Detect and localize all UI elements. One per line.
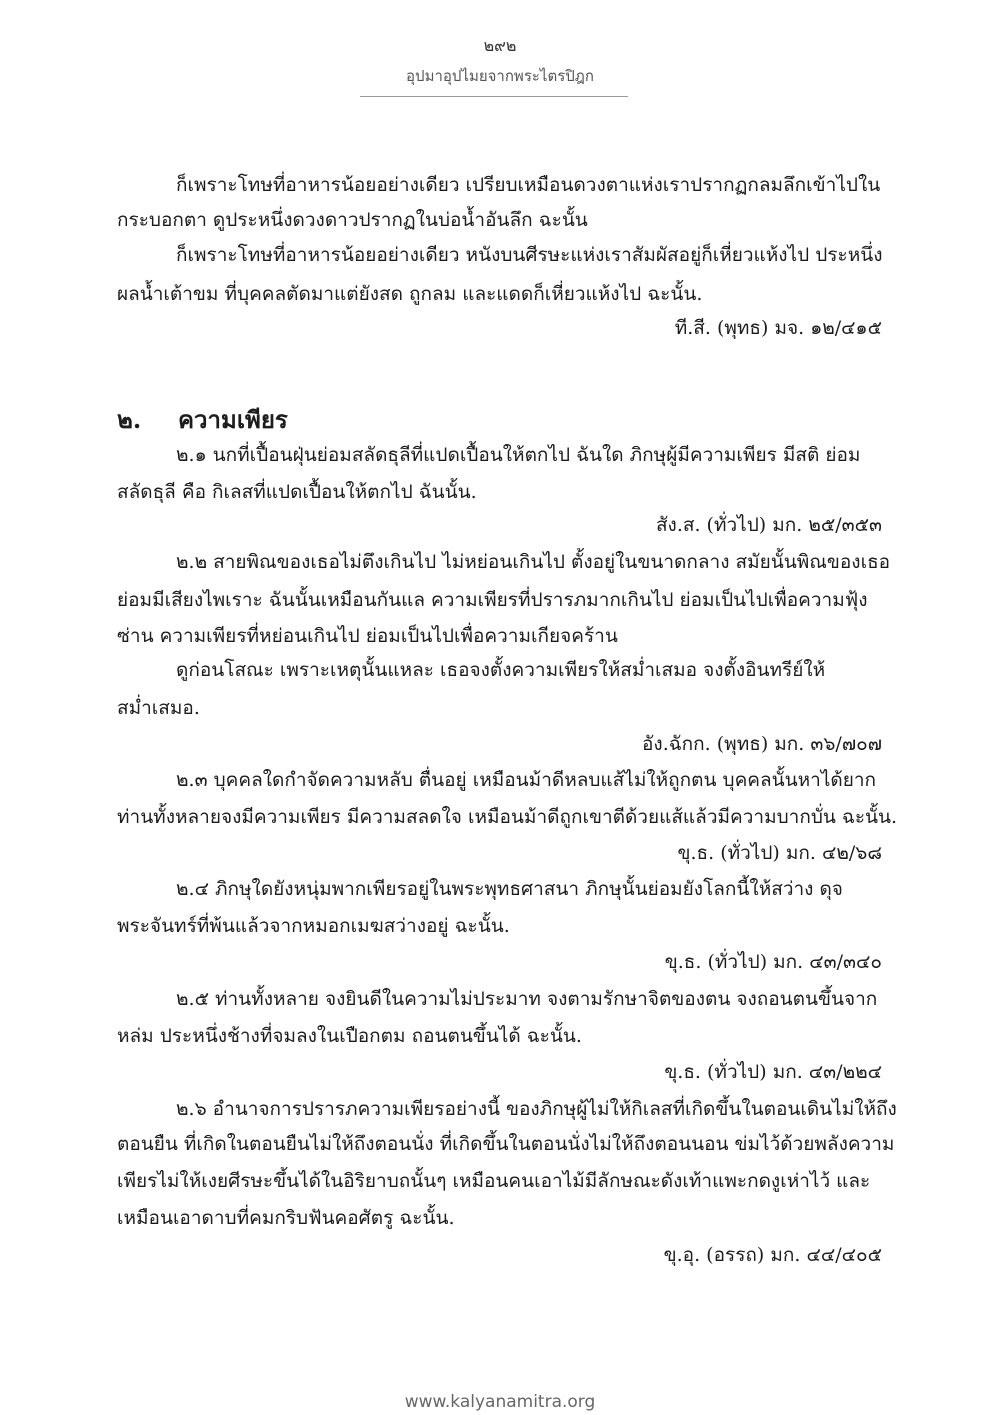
item-line: ๒.๖ อำนาจการปรารภความเพียรอย่างนี้ ของภิกษุผู้ไม่ให้กิเลสที่เกิดขึ้นในตอนเดินไม่ให้ถึง (176, 1098, 897, 1120)
item-line: ซ่าน ความเพียรที่หย่อนเกินไป ย่อมเป็นไปเพื่อความเกียจคร้าน (117, 625, 618, 647)
item-line: สม่ำเสมอ. (117, 697, 200, 719)
item-line: พระจันทร์ที่พ้นแล้วจากหมอกเมฆสว่างอยู่ ฉะนั้น. (117, 915, 510, 937)
running-header: อุปมาอุปไมยจากพระไตรปิฎก (406, 67, 594, 85)
header-divider (360, 96, 628, 97)
item-reference: อัง.ฉักก. (พุทธ) มก. ๓๖/๗๐๗ (642, 733, 882, 755)
item-reference: ขุ.ธ. (ทั่วไป) มก. ๔๓/๒๒๔ (664, 1061, 882, 1083)
intro-line: ผลน้ำเต้าขม ที่บุคคลตัดมาแต่ยังสด ถูกลม และแดดก็เหี่ยวแห้งไป ฉะนั้น. (117, 283, 703, 305)
item-line: ๒.๓ บุคคลใดกำจัดความหลับ ตื่นอยู่ เหมือนม้าดีหลบแส้ไม่ให้ถูกตน บุคคลนั้นหาได้ยาก (176, 769, 877, 791)
section-title: ความเพียร (178, 405, 288, 434)
item-line: ท่านทั้งหลายจงมีความเพียร มีความสลดใจ เหมือนม้าดีถูกเขาตีด้วยแส้แล้วมีความบากบั่น ฉะนั้น. (117, 806, 898, 828)
item-line: ๒.๕ ท่านทั้งหลาย จงยินดีในความไม่ประมาท จงตามรักษาจิตของตน จงถอนตนขึ้นจาก (176, 988, 878, 1010)
item-line: ดูก่อนโสณะ เพราะเหตุนั้นแหละ เธอจงตั้งความเพียรให้สม่ำเสมอ จงตั้งอินทรีย์ให้ (176, 659, 826, 681)
page-number: ๒๙๒ (483, 36, 517, 55)
item-line: ๒.๒ สายพิณของเธอไม่ตึงเกินไป ไม่หย่อนเกินไป ตั้งอยู่ในขนาดกลาง สมัยนั้นพิณของเธอ (176, 551, 891, 573)
section-number: ๒. (117, 405, 142, 434)
item-reference: ขุ.ธ. (ทั่วไป) มก. ๔๓/๓๔๐ (664, 951, 882, 973)
item-reference: สัง.ส. (ทั่วไป) มก. ๒๕/๓๕๓ (655, 514, 882, 536)
item-reference: ขุ.ธ. (ทั่วไป) มก. ๔๒/๖๘ (677, 842, 882, 864)
item-line: สลัดธุลี คือ กิเลสที่แปดเปื้อนให้ตกไป ฉันนั้น. (117, 481, 477, 503)
intro-line: ก็เพราะโทษที่อาหารน้อยอย่างเดียว หนังบนศีรษะแห่งเราสัมผัสอยู่ก็เหี่ยวแห้งไป ประหนึ่ง (176, 244, 883, 266)
footer-website-url: www.kalyanamitra.org (404, 1392, 596, 1412)
intro-line: กระบอกตา ดูประหนึ่งดวงดาวปรากฏในบ่อน้ำอันลึก ฉะนั้น (117, 209, 588, 231)
item-line: ๒.๔ ภิกษุใดยังหนุ่มพากเพียรอยู่ในพระพุทธศาสนา ภิกษุนั้นย่อมยังโลกนี้ให้สว่าง ดุจ (176, 878, 843, 900)
item-line: หล่ม ประหนึ่งช้างที่จมลงในเปือกตม ถอนตนขึ้นได้ ฉะนั้น. (117, 1025, 582, 1047)
intro-reference: ที.สี. (พุทธ) มจ. ๑๒/๔๑๕ (674, 317, 882, 339)
item-line: ๒.๑ นกที่เปื้อนฝุ่นย่อมสลัดธุลีที่แปดเปื้อนให้ตกไป ฉันใด ภิกษุผู้มีความเพียร มีสติ ย่อม (176, 444, 861, 466)
item-line: ตอนยืน ที่เกิดในตอนยืนไม่ให้ถึงตอนนั่ง ที่เกิดขึ้นในตอนนั่งไม่ให้ถึงตอนนอน ข่มไว้ด้วยพลังความ (117, 1133, 895, 1155)
intro-line: ก็เพราะโทษที่อาหารน้อยอย่างเดียว เปรียบเหมือนดวงตาแห่งเราปรากฏกลมลึกเข้าไปใน (176, 174, 881, 196)
item-reference: ขุ.อุ. (อรรถ) มก. ๔๔/๔๐๕ (663, 1244, 882, 1266)
item-line: เหมือนเอาดาบที่คมกริบฟันคอศัตรู ฉะนั้น. (117, 1207, 455, 1229)
item-line: เพียรไม่ให้เงยศีรษะขึ้นได้ในอิริยาบถนั้นๆ เหมือนคนเอาไม้มีลักษณะดังเท้าแพะกดงูเห่าไว้ และ (117, 1170, 871, 1192)
item-line: ย่อมมีเสียงไพเราะ ฉันนั้นเหมือนกันแล ความเพียรที่ปรารภมากเกินไป ย่อมเป็นไปเพื่อความฟุ้ง (117, 589, 868, 611)
